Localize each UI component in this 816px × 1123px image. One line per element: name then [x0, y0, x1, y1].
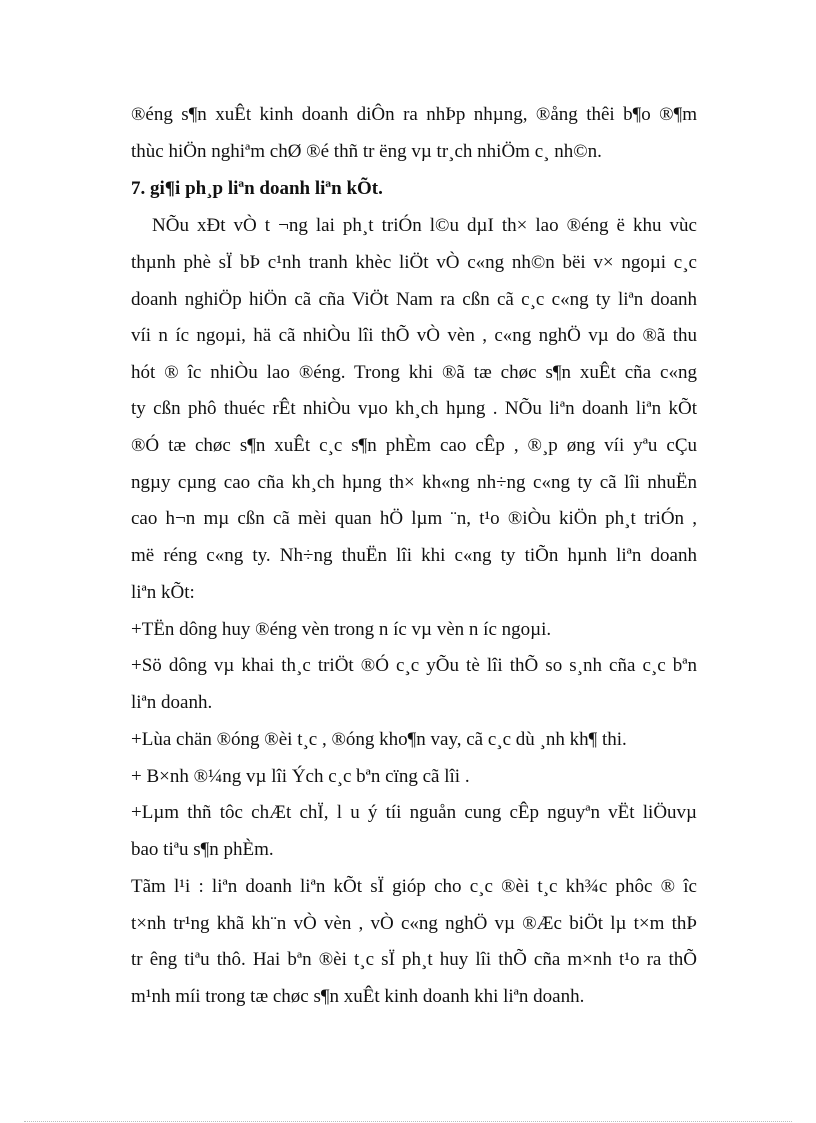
paragraph-line: m¹nh míi trong tæ chøc s¶n xuÊt kinh doanh khi liªn doanh.	[131, 986, 585, 1007]
bullet-line: bao tiªu s¶n phÈm.	[131, 839, 274, 860]
paragraph-line: Tãm l¹i : liªn doanh liªn kÕt sÏ gióp cho c¸c ®èi t¸c kh¾c phôc ® îc	[131, 876, 697, 897]
paragraph-line: doanh nghiÖp hiÖn cã cña ViÖt Nam ra cßn cã c¸c c«ng ty liªn doanh	[131, 289, 697, 310]
paragraph-line: tr êng tiªu thô. Hai bªn ®èi t¸c sÏ ph¸t huy lîi thÕ cña m×nh t¹o ra thÕ	[131, 949, 697, 970]
paragraph-line: cao h¬n mµ cßn cã mèi quan hÖ lµm ¨n, t¹o ®iÒu kiÖn ph¸t triÓn ,	[131, 508, 697, 529]
paragraph-line: t×nh tr¹ng khã kh¨n vÒ vèn , vÒ c«ng nghÖ vµ ®Æc biÖt lµ t×m thÞ	[131, 913, 697, 934]
bullet-line: +Lùa chän ®óng ®èi t¸c , ®óng kho¶n vay, cã c¸c dù ¸nh kh¶ thi.	[131, 729, 627, 750]
paragraph-line: hót ® îc nhiÒu lao ®éng. Trong khi ®ã tæ chøc s¶n xuÊt cña c«ng	[131, 362, 697, 383]
paragraph-line: NÕu xÐt vÒ t ¬ng lai ph¸t triÓn l©u dµI th× lao ®éng ë khu vùc	[152, 215, 697, 236]
bullet-line: liªn doanh.	[131, 692, 213, 713]
bullet-line: +TËn dông huy ®éng vèn trong n íc vµ vèn n íc ngoµi.	[131, 619, 552, 640]
bullet-line: +Sö dông vµ khai th¸c triÖt ®Ó c¸c yÕu tè lîi thÕ so s¸nh cña c¸c bªn	[131, 655, 697, 676]
paragraph-line: ®Ó tæ chøc s¶n xuÊt c¸c s¶n phÈm cao cÊp , ®¸p øng víi yªu cÇu	[131, 435, 697, 456]
paragraph-line: liªn kÕt:	[131, 582, 195, 603]
paragraph-line: ®éng s¶n xuÊt kinh doanh diÔn ra nhÞp nhµng, ®ång thêi b¶o ®¶m	[131, 104, 697, 125]
paragraph-line: ty cßn phô thuéc rÊt nhiÒu vµo kh¸ch hµng . NÕu liªn doanh liªn kÕt	[131, 398, 697, 419]
page-bottom-divider	[24, 1121, 792, 1122]
section-heading: 7. gi¶i ph¸p liªn doanh liªn kÕt.	[131, 178, 383, 199]
bullet-line: + B×nh ®¼ng vµ lîi Ých c¸c bªn cïng cã lîi .	[131, 766, 470, 787]
paragraph-line: thµnh phè sÏ bÞ c¹nh tranh khèc liÖt vÒ c«ng nh©n bëi v× ngoµi c¸c	[131, 252, 697, 273]
paragraph-line: thùc hiÖn nghiªm chØ ®é thñ tr ëng vµ tr¸ch nhiÖm c¸ nh©n.	[131, 141, 602, 162]
paragraph-line: ngµy cµng cao cña kh¸ch hµng th× kh«ng nh÷ng c«ng ty cã lîi nhuËn	[131, 472, 697, 493]
paragraph-line: më réng c«ng ty. Nh÷ng thuËn lîi khi c«ng ty tiÕn hµnh liªn doanh	[131, 545, 697, 566]
paragraph-line: víi n íc ngoµi, hä cã nhiÒu lîi thÕ vÒ vèn , c«ng nghÖ vµ do ®ã thu	[131, 325, 697, 346]
bullet-line: +Lµm thñ tôc chÆt chÏ, l u ý tíi nguån cung cÊp nguyªn vËt liÖuvµ	[131, 802, 697, 823]
